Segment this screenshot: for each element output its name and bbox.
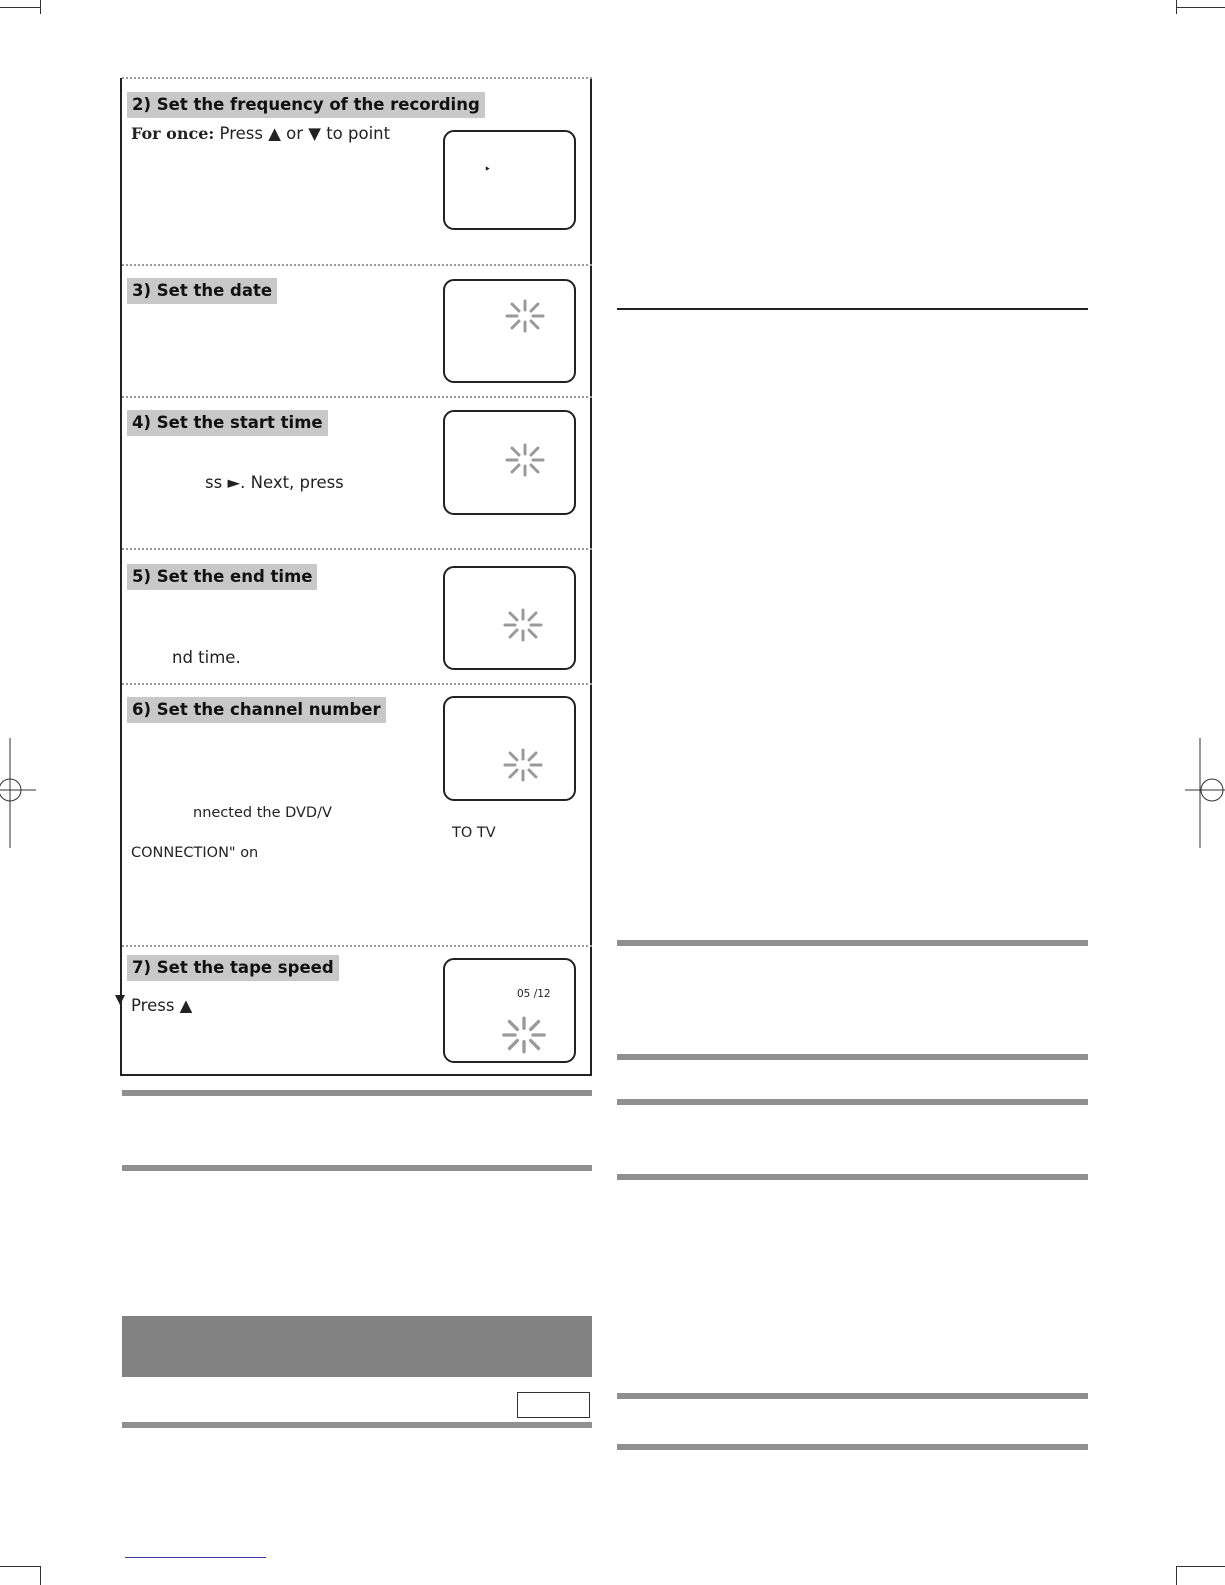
step-separator xyxy=(122,77,592,79)
crop-mark-bottom-right-vertical xyxy=(1176,1566,1177,1585)
blinking-indicator-icon xyxy=(497,1016,551,1054)
footer-underline xyxy=(125,1557,266,1558)
step-text-channel-a: nnected the DVD/V xyxy=(193,805,332,821)
section-divider xyxy=(617,308,1088,310)
step-heading-tape-speed: 7) Set the tape speed xyxy=(127,955,339,981)
crop-mark-bottom-left xyxy=(0,1566,40,1567)
step-separator xyxy=(122,396,592,398)
crop-mark-top-right xyxy=(1176,7,1225,8)
section-rule xyxy=(617,940,1088,946)
crop-mark-top-left-vertical xyxy=(40,0,41,14)
section-rule xyxy=(617,1099,1088,1105)
blinking-indicator-icon xyxy=(503,299,547,333)
step-separator xyxy=(122,548,592,550)
registration-mark-left-icon xyxy=(0,738,40,848)
step-text-channel-c: CONNECTION" on xyxy=(131,845,259,861)
step-heading-start-time: 4) Set the start time xyxy=(127,410,328,436)
tv-screen-channel xyxy=(443,696,576,801)
section-banner xyxy=(122,1316,592,1377)
section-rule xyxy=(617,1174,1088,1180)
for-once-instruction: Press ▲ or ▼ to point xyxy=(219,124,391,143)
flow-arrow-down-icon xyxy=(114,994,126,1006)
step-heading-date: 3) Set the date xyxy=(127,278,277,304)
section-rule xyxy=(617,1393,1088,1399)
crop-mark-top-left xyxy=(0,7,40,8)
step-text-channel-b: TO TV xyxy=(452,825,496,841)
step-separator xyxy=(122,683,592,685)
step-separator xyxy=(122,945,592,947)
screen-date-readout: 05 /12 xyxy=(517,988,551,1000)
tv-screen-start-time xyxy=(443,410,576,515)
step-text-frequency xyxy=(131,124,390,143)
page-number-box xyxy=(517,1392,590,1418)
crop-mark-top-right-vertical xyxy=(1176,0,1177,14)
blinking-indicator-icon xyxy=(501,748,545,782)
cursor-arrow-icon: ‣ xyxy=(484,162,492,176)
blinking-indicator-icon xyxy=(501,608,545,642)
crop-mark-bottom-left-vertical xyxy=(40,1566,41,1585)
step-heading-end-time: 5) Set the end time xyxy=(127,564,317,590)
tv-screen-date xyxy=(443,279,576,383)
step-text-end-time: nd time. xyxy=(172,648,241,667)
step-text-tape-speed: Press ▲ xyxy=(131,996,193,1015)
step-heading-channel: 6) Set the channel number xyxy=(127,697,386,723)
tv-screen-tape-speed xyxy=(443,958,576,1063)
section-rule xyxy=(617,1444,1088,1450)
tv-screen-end-time xyxy=(443,566,576,670)
step-separator xyxy=(122,264,592,266)
blinking-indicator-icon xyxy=(503,443,547,477)
for-once-label: For once: xyxy=(131,124,215,143)
crop-mark-bottom-right xyxy=(1176,1566,1225,1567)
section-rule xyxy=(122,1090,592,1096)
section-rule xyxy=(122,1422,592,1428)
step-heading-frequency: 2) Set the frequency of the recording xyxy=(127,92,485,118)
tv-screen-frequency xyxy=(443,130,576,230)
step-text-start-time: ss ►. Next, press xyxy=(205,473,344,492)
section-rule xyxy=(617,1054,1088,1060)
registration-mark-right-icon xyxy=(1185,738,1225,848)
section-rule xyxy=(122,1165,592,1171)
